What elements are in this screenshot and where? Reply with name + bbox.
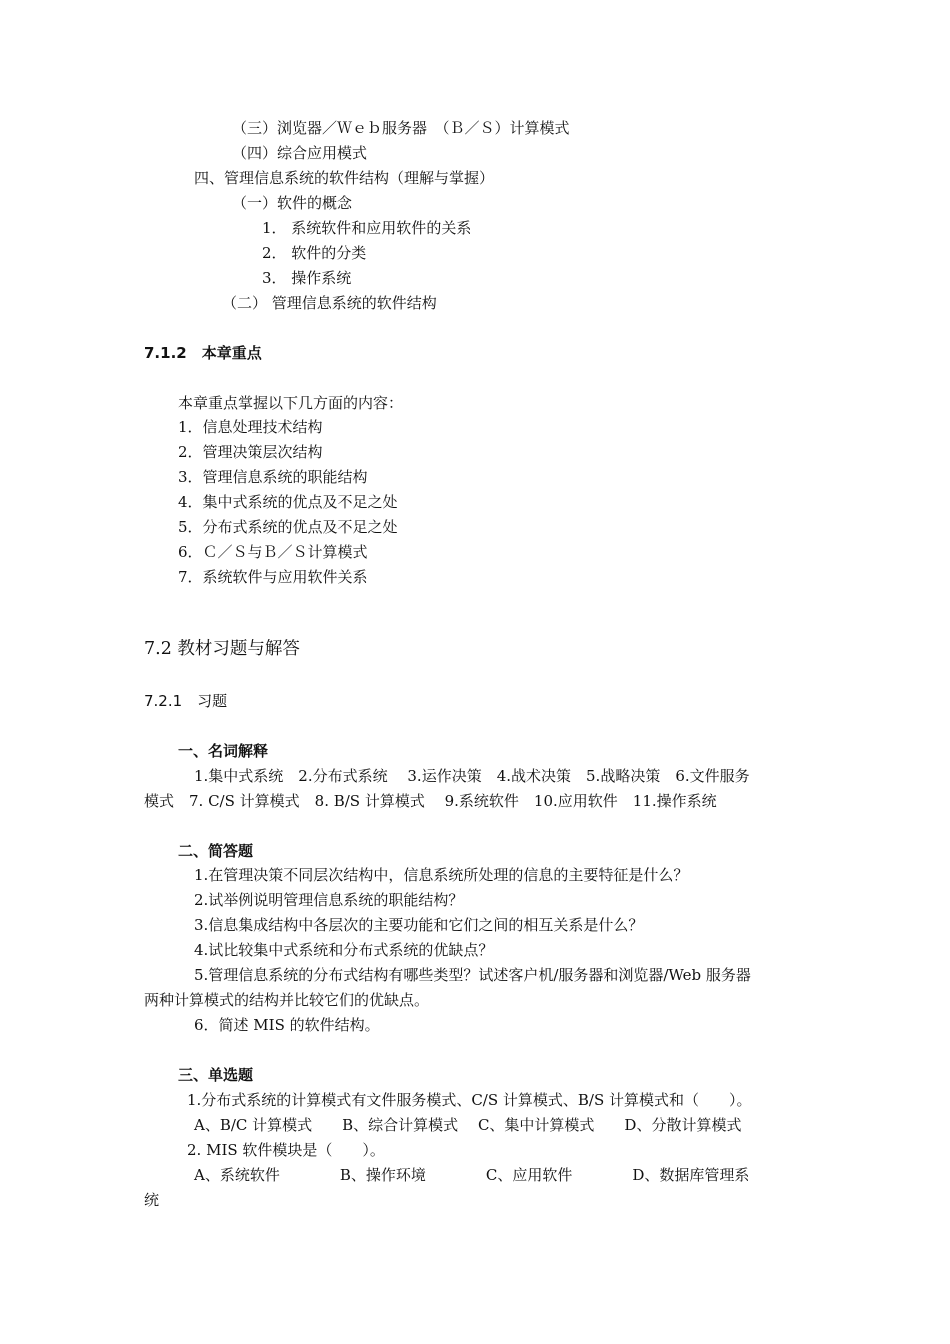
single-choice-options: A、系统软件 B、操作环境 C、应用软件 D、数据库管理系 [194, 1166, 750, 1184]
outline-line-software-concept: （一）软件的概念 [232, 194, 353, 212]
short-answer-question: 5.管理信息系统的分布式结构有哪些类型？试述客户机/服务器和浏览器/Web 服务器 [194, 966, 751, 984]
outline-line-software-structure: 四、管理信息系统的软件结构（理解与掌握） [194, 169, 495, 187]
single-choice-question: 2. MIS 软件模块是（ ）。 [187, 1141, 385, 1159]
single-choice-options: A、B/C 计算模式 B、综合计算模式 C、集中计算模式 D、分散计算模式 [194, 1116, 742, 1134]
section-heading-7-2-1: 7.2.1 习题 [144, 692, 228, 710]
short-answer-question: 4.试比较集中式系统和分布式系统的优缺点？ [194, 941, 494, 959]
outline-line-browser-web: （三）浏览器／Ｗｅｂ服务器 （Ｂ／Ｓ）计算模式 [232, 119, 570, 137]
key-point-item: 2．管理决策层次结构 [178, 443, 323, 461]
part-title-terms: 一、名词解释 [178, 742, 269, 760]
outline-line-item-1: 1． 系统软件和应用软件的关系 [262, 219, 472, 237]
short-answer-question: 1.在管理决策不同层次结构中，信息系统所处理的信息的主要特征是什么？ [194, 866, 689, 884]
single-choice-options-continued: 统 [144, 1191, 160, 1209]
terms-line-2: 模式 7. C/S 计算模式 8. B/S 计算模式 9.系统软件 10.应用软件 11.操作系统 [144, 792, 717, 810]
section-heading-7-1-2: 7.1.2 本章重点 [144, 344, 262, 362]
outline-line-mis-software: （二） 管理信息系统的软件结构 [222, 294, 437, 312]
outline-line-item-3: 3． 操作系统 [262, 269, 352, 287]
outline-line-integrated-mode: （四）综合应用模式 [232, 144, 368, 162]
short-answer-question: 6．简述 MIS 的软件结构。 [194, 1016, 380, 1034]
short-answer-question: 3.信息集成结构中各层次的主要功能和它们之间的相互关系是什么？ [194, 916, 644, 934]
short-answer-question: 2.试举例说明管理信息系统的职能结构？ [194, 891, 464, 909]
short-answer-question-continued: 两种计算模式的结构并比较它们的优缺点。 [144, 991, 430, 1009]
key-point-item: 7．系统软件与应用软件关系 [178, 568, 368, 586]
key-point-item: 1．信息处理技术结构 [178, 418, 323, 436]
key-points-intro: 本章重点掌握以下几方面的内容： [178, 394, 404, 412]
key-point-item: 5．分布式系统的优点及不足之处 [178, 518, 398, 536]
section-heading-7-2: 7.2 教材习题与解答 [144, 639, 300, 659]
terms-line-1: 1.集中式系统 2.分布式系统 3.运作决策 4.战术决策 5.战略决策 6.文件服务 [194, 767, 750, 785]
key-point-item: 6．Ｃ／Ｓ与Ｂ／Ｓ计算模式 [178, 543, 368, 561]
part-title-short-answer: 二、简答题 [178, 842, 254, 860]
single-choice-question: 1.分布式系统的计算模式有文件服务模式、C/S 计算模式、B/S 计算模式和（ ）。 [187, 1091, 752, 1109]
key-point-item: 3．管理信息系统的职能结构 [178, 468, 368, 486]
part-title-single-choice: 三、单选题 [178, 1066, 254, 1084]
outline-line-item-2: 2． 软件的分类 [262, 244, 367, 262]
key-point-item: 4．集中式系统的优点及不足之处 [178, 493, 398, 511]
